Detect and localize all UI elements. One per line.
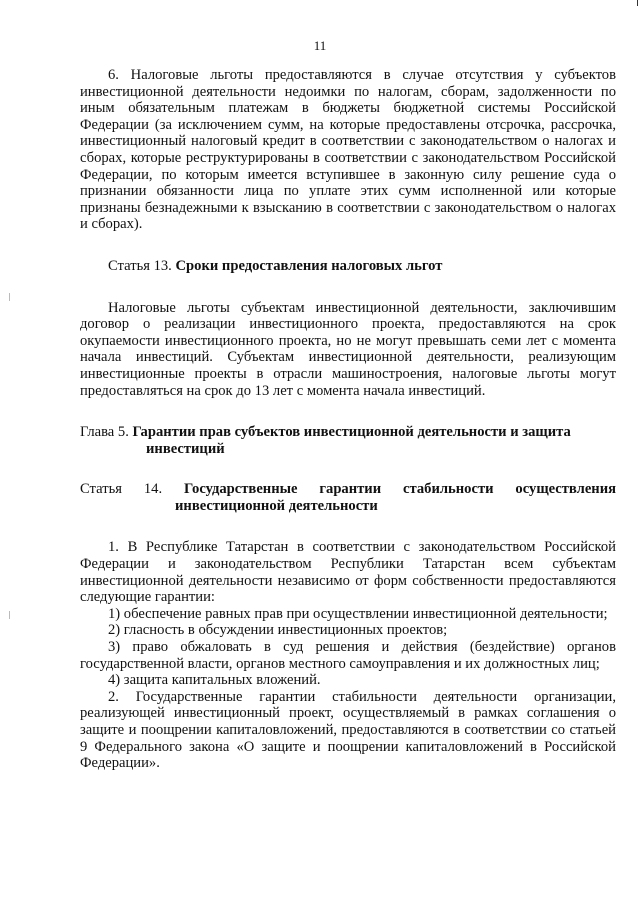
guarantee-item-4: 4) защита капитальных вложений. (108, 672, 321, 689)
article-14-title: Государственные гарантии стабильности осуществления инвестиционной деятельности (175, 481, 617, 514)
article-14-label: Статья 14. (80, 481, 163, 498)
scan-margin-mark (9, 611, 10, 619)
scan-edge-mark (637, 0, 638, 6)
chapter-5-label: Глава 5. (80, 424, 129, 441)
article-13-label: Статья 13. (108, 257, 172, 274)
article-13-title: Сроки предоставления налоговых льгот (175, 257, 443, 274)
article-14-part-1: 1. В Республике Татарстан в соответствии с законодательством Российской Федерации и законодательством Республики Татарстан всем субъектам инвестиционной деятельности независимо от форм собственности предоставляются следующие гарантии: (80, 539, 616, 606)
article-13-heading (80, 258, 616, 275)
page-number: 11 (313, 38, 327, 53)
guarantee-item-2: 2) гласность в обсуждении инвестиционных проектов; (108, 622, 448, 639)
guarantee-item-3: 3) право обжаловать в суд решения и действия (бездействие) органов государственной власти, органов местного самоуправления и их должностных лиц; (80, 639, 616, 672)
chapter-5-heading (80, 424, 616, 457)
guarantee-item-1: 1) обеспечение равных прав при осуществлении инвестиционной деятельности; (108, 605, 608, 622)
document-body (80, 67, 616, 772)
article-14-part-2: 2. Государственные гарантии стабильности деятельности организации, реализующей инвестиционный проект, осуществляемый в рамках соглашения о защите и поощрении капиталовложений, предоставляются в соответствии со статьей 9 Федерального закона «О защите и поощрении капиталовложений в Российской Федерации». (80, 688, 616, 772)
chapter-5-title: Гарантии прав субъектов инвестиционной деятельности и защита инвестиций (132, 424, 571, 457)
article-14-heading (80, 481, 616, 514)
paragraph-item-6: 6. Налоговые льготы предоставляются в случае отсутствия у субъектов инвестиционной деятельности недоимки по налогам, сборам, задолженности по иным обязательным платежам в бюджеты бюджетной системы Российской Федерации (за исключением сумм, на которые предоставлены отсрочка, рассрочка, инвестиционный налоговый кредит в соответствии с законодательством о налогах и сборах, которые реструктурированы в соответствии с законодательством Российской Федерации, по которым имеется вступившее в законную силу решение суда о признании обязанности лица по уплате этих сумм исполненной или которые признаны безнадежными к взысканию в соответствии с законодательством о налогах и сборах). (80, 67, 616, 233)
article-13-text: Налоговые льготы субъектам инвестиционной деятельности, заключившим договор о реализации инвестиционного проекта, предоставляются на срок окупаемости инвестиционного проекта, но не могут превышать семи лет с момента начала инвестиций. Субъектам инвестиционной деятельности, реализующим инвестиционные проекты в отрасли машиностроения, налоговые льготы могут предоставляться на срок до 13 лет с момента начала инвестиций. (80, 299, 616, 399)
scan-margin-mark (9, 293, 10, 301)
